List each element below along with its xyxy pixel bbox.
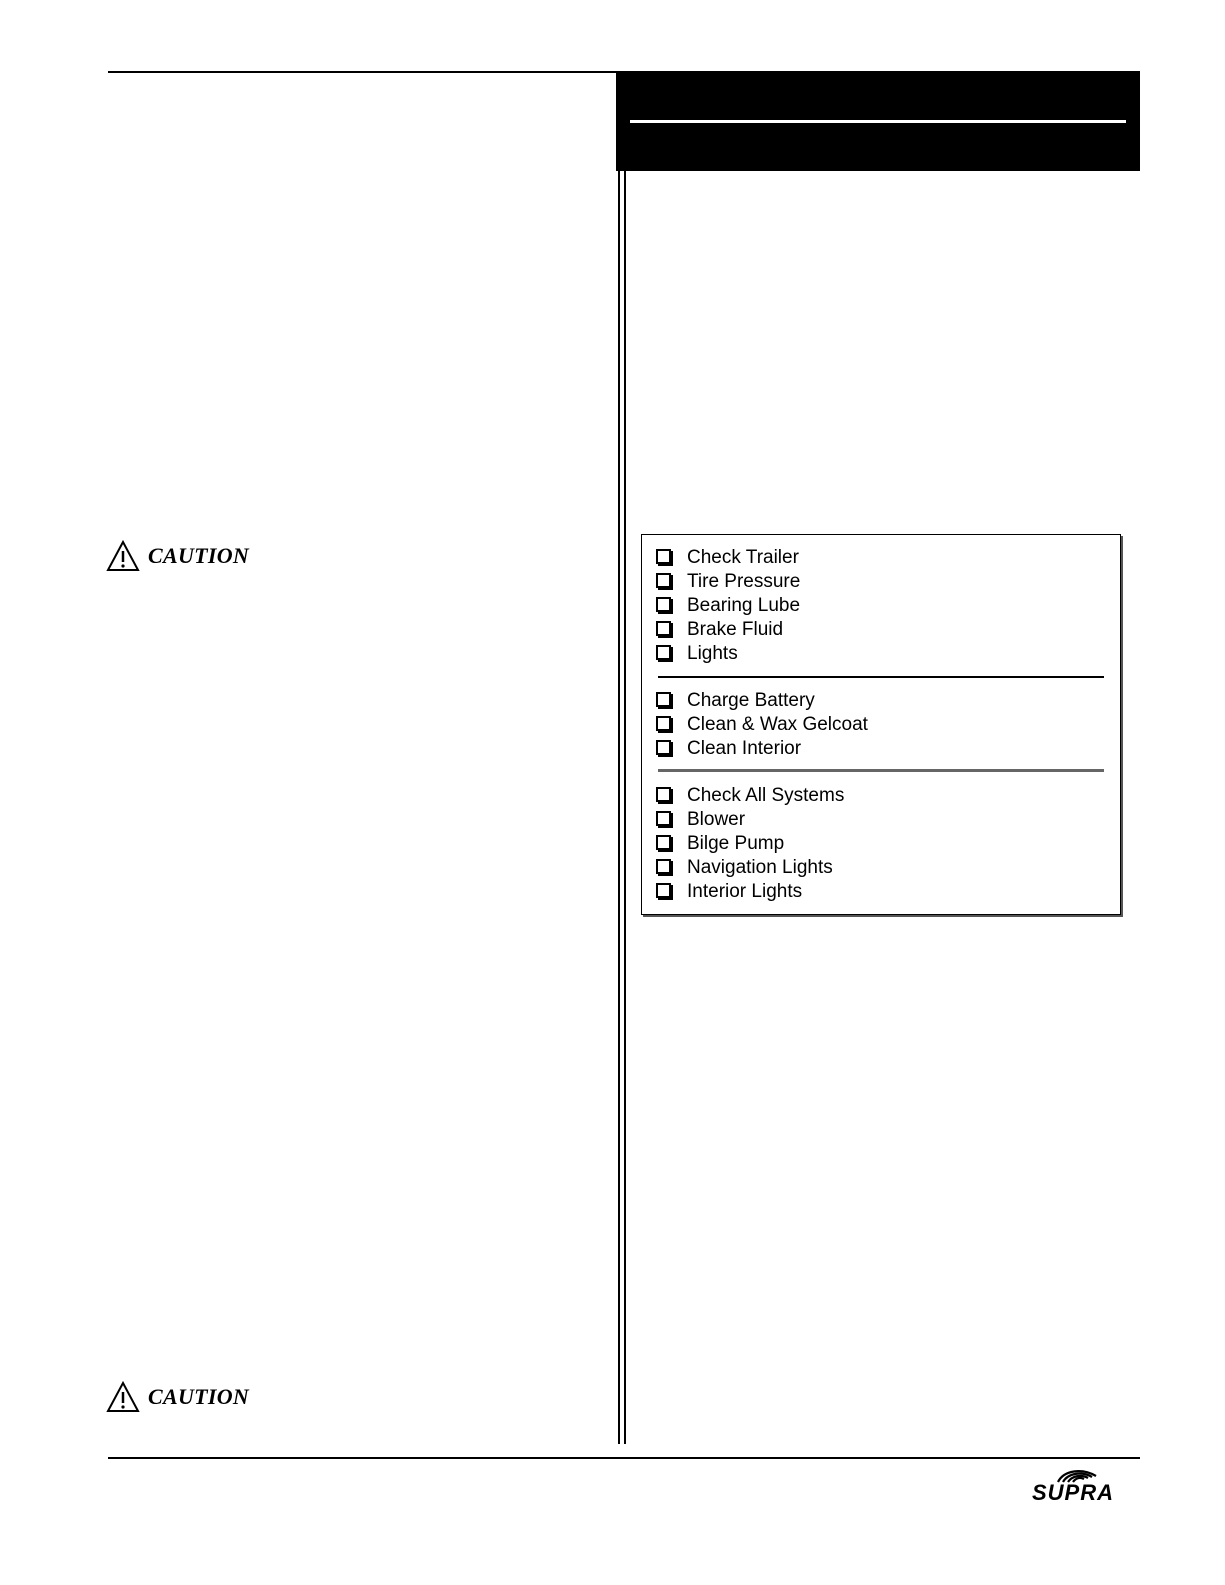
section-header-block (616, 71, 1140, 171)
top-rule (108, 71, 618, 73)
list-item[interactable] (656, 594, 1106, 618)
item-label: Bearing Lube (687, 595, 801, 616)
checkbox-icon[interactable] (656, 716, 671, 731)
caution-label: CAUTION (148, 1384, 250, 1409)
list-item[interactable] (656, 546, 1106, 570)
warning-triangle-icon (106, 540, 140, 572)
item-label: Charge Battery (687, 690, 815, 711)
caution-label: CAUTION (148, 543, 250, 568)
item-label: Bilge Pump (687, 833, 785, 854)
checklist-group-boat (656, 689, 1106, 761)
checklist-group-trailer (656, 546, 1106, 666)
warning-triangle-icon (106, 1381, 140, 1413)
column-divider-left (618, 171, 620, 1444)
list-item[interactable] (656, 713, 1106, 737)
item-label: Brake Fluid (687, 619, 784, 640)
list-item[interactable] (656, 642, 1106, 666)
column-divider-right (624, 171, 626, 1444)
item-label: Blower (687, 809, 746, 830)
checkbox-icon[interactable] (656, 645, 671, 660)
item-label: Check All Systems (687, 785, 845, 806)
caution-heading-2 (106, 1381, 249, 1413)
list-item[interactable] (656, 832, 1106, 856)
item-label: Interior Lights (687, 881, 803, 902)
checkbox-icon[interactable] (656, 692, 671, 707)
checkbox-icon[interactable] (656, 573, 671, 588)
checkbox-icon[interactable] (656, 883, 671, 898)
item-label: Check Trailer (687, 547, 799, 568)
list-item[interactable] (656, 689, 1106, 713)
checklist-divider (658, 676, 1104, 678)
item-label: Clean Interior (687, 738, 802, 759)
list-item[interactable] (656, 570, 1106, 594)
list-item[interactable] (656, 856, 1106, 880)
item-label: Lights (687, 643, 738, 664)
list-item[interactable] (656, 808, 1106, 832)
item-label: Clean & Wax Gelcoat (687, 714, 868, 735)
caution-heading-1 (106, 540, 249, 572)
checkbox-icon[interactable] (656, 787, 671, 802)
list-item[interactable] (656, 880, 1106, 904)
logo-wordmark: SUPRA (1032, 1480, 1115, 1502)
checkbox-icon[interactable] (656, 597, 671, 612)
checkbox-icon[interactable] (656, 740, 671, 755)
checklist-group-systems (656, 784, 1106, 904)
header-inner-rule (630, 120, 1126, 123)
checkbox-icon[interactable] (656, 835, 671, 850)
list-item[interactable] (656, 618, 1106, 642)
checklist-divider (658, 769, 1104, 772)
checkbox-icon[interactable] (656, 859, 671, 874)
item-label: Tire Pressure (687, 571, 801, 592)
item-label: Navigation Lights (687, 857, 833, 878)
bottom-rule (108, 1457, 1140, 1459)
checkbox-icon[interactable] (656, 811, 671, 826)
maintenance-checklist (641, 534, 1121, 915)
checkbox-icon[interactable] (656, 621, 671, 636)
list-item[interactable] (656, 784, 1106, 808)
list-item[interactable] (656, 737, 1106, 761)
supra-logo (1030, 1466, 1142, 1502)
checkbox-icon[interactable] (656, 549, 671, 564)
